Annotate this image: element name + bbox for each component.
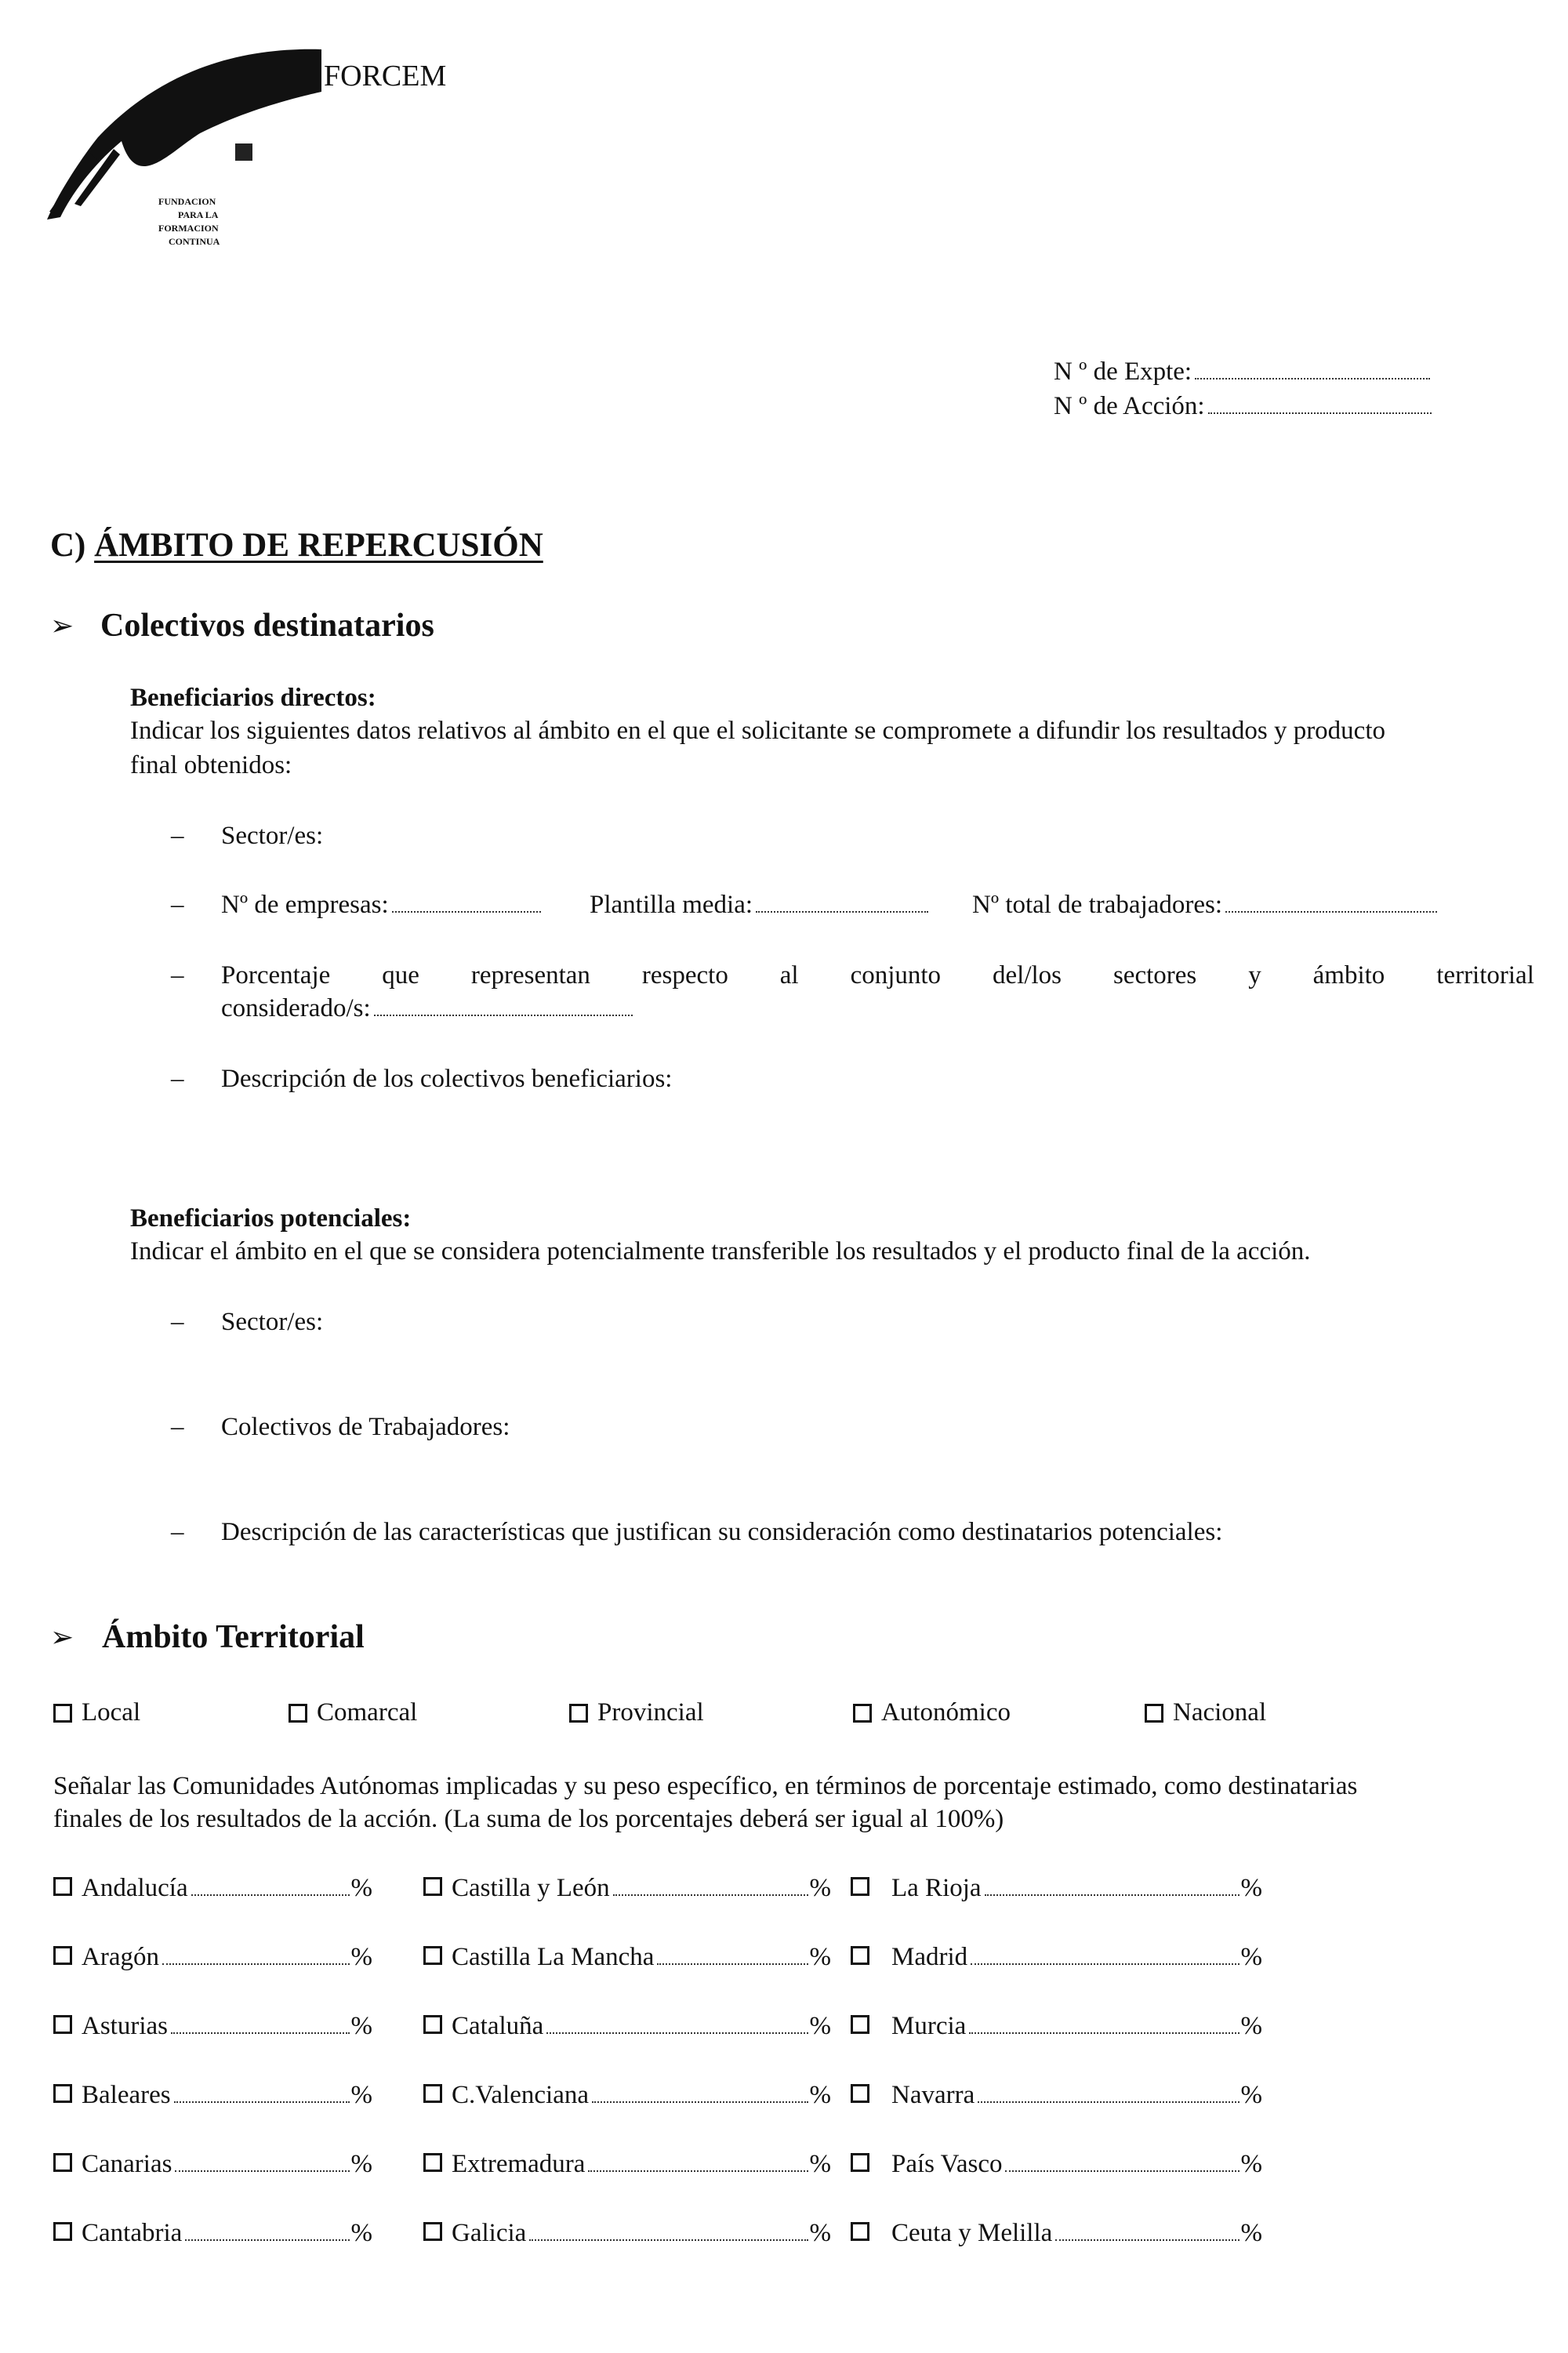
ccaa-row[interactable]: [423, 2009, 831, 2043]
percent-sign: %: [350, 2219, 372, 2247]
checkbox-icon[interactable]: [851, 2153, 869, 2172]
empresas-field[interactable]: [221, 888, 541, 922]
percent-sign: %: [350, 2012, 372, 2040]
option-local[interactable]: [53, 1695, 140, 1730]
percent-leader[interactable]: [175, 2164, 349, 2172]
directos-sector[interactable]: Sector/es:: [221, 822, 324, 850]
option-nacional[interactable]: [1145, 1695, 1266, 1730]
checkbox-icon[interactable]: [53, 2015, 72, 2034]
ccaa-row[interactable]: [851, 1940, 1262, 1974]
ccaa-row[interactable]: [53, 2216, 372, 2250]
porcentaje-word: respecto: [641, 961, 728, 989]
territorial-instr-1: Señalar las Comunidades Autónomas implicadas y su peso específico, en términos de porcentaje estimado, como destinatarias: [53, 1772, 1358, 1800]
option-provincial[interactable]: [569, 1695, 704, 1730]
percent-sign: %: [350, 1943, 372, 1971]
logo-square-icon: [235, 143, 252, 161]
plantilla-label: Plantilla media:: [590, 891, 753, 919]
dash-bullet: –: [171, 1518, 184, 1546]
ccaa-row[interactable]: [851, 2147, 1262, 2181]
porcentaje-word: Porcentaje: [221, 961, 331, 989]
trabajadores-label: Nº total de trabajadores:: [972, 891, 1223, 919]
percent-sign: %: [1240, 2219, 1262, 2247]
checkbox-icon[interactable]: [423, 1946, 442, 1965]
accion-label: N º de Acción:: [1054, 392, 1205, 420]
percent-leader[interactable]: [1055, 2233, 1239, 2241]
checkbox-icon[interactable]: [1145, 1704, 1163, 1723]
ccaa-row[interactable]: [851, 2009, 1262, 2043]
option-label: Nacional: [1173, 1698, 1267, 1727]
percent-sign: %: [1240, 2012, 1262, 2040]
potenciales-descripcion[interactable]: Descripción de las características que justifican su consideración como destinatarios potenciales:: [221, 1518, 1223, 1546]
porcentaje-word: y: [1248, 961, 1261, 989]
potenciales-intro: Indicar el ámbito en el que se considera potencialmente transferible los resultados y el producto final de la acción.: [130, 1237, 1311, 1265]
considerado-field[interactable]: [221, 991, 633, 1026]
ccaa-row[interactable]: [423, 1871, 831, 1905]
option-label: Comarcal: [317, 1698, 418, 1727]
accion-field[interactable]: [1054, 389, 1432, 423]
considerado-label: considerado/s:: [221, 994, 371, 1022]
checkbox-icon[interactable]: [53, 2153, 72, 2172]
dash-bullet: –: [171, 891, 184, 919]
ccaa-label: Madrid: [891, 1943, 968, 1971]
ccaa-label: Canarias: [82, 2150, 172, 2178]
percent-leader[interactable]: [171, 2026, 350, 2034]
option-label: Provincial: [597, 1698, 704, 1727]
ccaa-label: Murcia: [891, 2012, 967, 2040]
porcentaje-word: conjunto: [850, 961, 942, 989]
ccaa-label: Navarra: [891, 2081, 975, 2109]
percent-leader[interactable]: [185, 2233, 349, 2241]
percent-sign: %: [809, 2081, 831, 2109]
percent-sign: %: [1240, 1943, 1262, 1971]
percent-leader[interactable]: [613, 1888, 808, 1896]
percent-sign: %: [809, 2012, 831, 2040]
empresas-label: Nº de empresas:: [221, 891, 389, 919]
checkbox-icon[interactable]: [423, 1877, 442, 1896]
checkbox-icon[interactable]: [851, 1946, 869, 1965]
checkbox-icon[interactable]: [423, 2015, 442, 2034]
percent-leader[interactable]: [1005, 2164, 1239, 2172]
checkbox-icon[interactable]: [423, 2222, 442, 2241]
ccaa-label: Castilla y León: [452, 1874, 610, 1902]
checkbox-icon[interactable]: [853, 1704, 872, 1723]
ccaa-label: Castilla La Mancha: [452, 1943, 655, 1971]
ccaa-label: Andalucía: [82, 1874, 188, 1902]
checkbox-icon[interactable]: [423, 2084, 442, 2103]
dash-bullet: –: [171, 1308, 184, 1336]
percent-leader[interactable]: [657, 1957, 808, 1965]
ccaa-row[interactable]: [423, 1940, 831, 1974]
ccaa-row[interactable]: [53, 2147, 372, 2181]
ccaa-label: La Rioja: [891, 1874, 982, 1902]
potenciales-sector[interactable]: Sector/es:: [221, 1308, 324, 1336]
checkbox-icon[interactable]: [851, 2222, 869, 2241]
logo-subtitle-3: FORMACION: [158, 223, 219, 234]
logo-subtitle-2: PARA LA: [178, 209, 219, 220]
directos-title: Beneficiarios directos:: [130, 684, 376, 712]
checkbox-icon[interactable]: [53, 2084, 72, 2103]
dash-bullet: –: [171, 1413, 184, 1441]
arrow-bullet-icon: ➢: [50, 610, 74, 641]
porcentaje-word: territorial: [1436, 961, 1534, 989]
percent-leader[interactable]: [174, 2095, 350, 2103]
section-title-text: ÁMBITO DE REPERCUSIÓN: [94, 527, 543, 564]
potenciales-title: Beneficiarios potenciales:: [130, 1204, 412, 1233]
porcentaje-word: del/los: [993, 961, 1062, 989]
section-title: [50, 524, 543, 568]
directos-intro-2: final obtenidos:: [130, 751, 292, 779]
ccaa-row[interactable]: [423, 2078, 831, 2112]
ccaa-label: Extremadura: [452, 2150, 586, 2178]
ccaa-label: País Vasco: [891, 2150, 1003, 2178]
percent-sign: %: [1240, 1874, 1262, 1902]
ccaa-row[interactable]: [423, 2147, 831, 2181]
checkbox-icon[interactable]: [851, 2084, 869, 2103]
ccaa-row[interactable]: [53, 1940, 372, 1974]
ccaa-row[interactable]: [851, 1871, 1262, 1905]
section-prefix: C): [50, 527, 86, 564]
percent-sign: %: [809, 1874, 831, 1902]
ccaa-label: C.Valenciana: [452, 2081, 590, 2109]
checkbox-icon[interactable]: [53, 1946, 72, 1965]
porcentaje-word: al: [779, 961, 799, 989]
ccaa-label: Asturias: [82, 2012, 168, 2040]
checkbox-icon[interactable]: [569, 1704, 588, 1723]
dash-bullet: –: [171, 1065, 184, 1093]
expediente-label: N º de Expte:: [1054, 358, 1192, 386]
percent-sign: %: [1240, 2081, 1262, 2109]
percent-leader[interactable]: [191, 1888, 350, 1896]
checkbox-icon[interactable]: [851, 1877, 869, 1896]
percent-sign: %: [809, 2150, 831, 2178]
percent-sign: %: [350, 1874, 372, 1902]
ccaa-row[interactable]: [53, 2009, 372, 2043]
logo-name: FORCEM: [324, 60, 447, 93]
dash-bullet: –: [171, 822, 184, 850]
potenciales-colectivos[interactable]: Colectivos de Trabajadores:: [221, 1413, 510, 1441]
dash-bullet: –: [171, 961, 184, 989]
percent-leader[interactable]: [592, 2095, 808, 2103]
logo-subtitle-1: FUNDACION: [158, 196, 216, 207]
checkbox-icon[interactable]: [289, 1704, 307, 1723]
percent-leader[interactable]: [985, 1888, 1240, 1896]
percent-sign: %: [809, 1943, 831, 1971]
option-comarcal[interactable]: [289, 1695, 417, 1730]
percent-leader[interactable]: [546, 2026, 808, 2034]
plantilla-field[interactable]: [590, 888, 928, 922]
porcentaje-word: ámbito: [1312, 961, 1385, 989]
ccaa-label: Galicia: [452, 2219, 527, 2247]
checkbox-icon[interactable]: [53, 2222, 72, 2241]
trabajadores-field[interactable]: [972, 888, 1437, 922]
directos-intro-1: Indicar los siguientes datos relativos al ámbito en el que el solicitante se compromete a difundir los resultados y producto: [130, 717, 1385, 745]
percent-sign: %: [1240, 2150, 1262, 2178]
percent-leader[interactable]: [588, 2164, 808, 2172]
percent-sign: %: [350, 2081, 372, 2109]
ccaa-label: Cantabria: [82, 2219, 183, 2247]
ccaa-label: Ceuta y Melilla: [891, 2219, 1053, 2247]
option-autonomico[interactable]: [853, 1695, 1011, 1730]
ccaa-row[interactable]: [851, 2216, 1262, 2250]
ccaa-row[interactable]: [53, 1871, 372, 1905]
percent-sign: %: [350, 2150, 372, 2178]
option-label: Local: [82, 1698, 141, 1727]
percent-leader[interactable]: [162, 1957, 350, 1965]
option-label: Autonómico: [881, 1698, 1011, 1727]
directos-descripcion[interactable]: Descripción de los colectivos beneficiarios:: [221, 1065, 673, 1093]
porcentaje-word: representan: [470, 961, 590, 989]
percent-leader[interactable]: [978, 2095, 1239, 2103]
forcem-logo: [43, 43, 447, 294]
checkbox-icon[interactable]: [53, 1704, 72, 1723]
checkbox-icon[interactable]: [423, 2153, 442, 2172]
colectivos-heading: Colectivos destinatarios: [100, 608, 434, 644]
logo-subtitle-4: CONTINUA: [169, 236, 220, 247]
ccaa-row[interactable]: [53, 2078, 372, 2112]
ccaa-label: Cataluña: [452, 2012, 544, 2040]
ccaa-label: Aragón: [82, 1943, 159, 1971]
percent-leader[interactable]: [971, 1957, 1239, 1965]
porcentaje-line-1: [221, 958, 1534, 993]
porcentaje-word: que: [382, 961, 419, 989]
percent-leader[interactable]: [969, 2026, 1239, 2034]
territorial-heading: Ámbito Territorial: [102, 1619, 365, 1655]
expediente-field[interactable]: [1054, 354, 1430, 389]
ccaa-row[interactable]: [423, 2216, 831, 2250]
ccaa-label: Baleares: [82, 2081, 171, 2109]
territorial-instr-2: finales de los resultados de la acción. (La suma de los porcentajes deberá ser igual al 100%): [53, 1805, 1004, 1833]
ccaa-row[interactable]: [851, 2078, 1262, 2112]
porcentaje-word: sectores: [1112, 961, 1197, 989]
arrow-bullet-icon: ➢: [50, 1621, 74, 1653]
checkbox-icon[interactable]: [53, 1877, 72, 1896]
percent-sign: %: [809, 2219, 831, 2247]
percent-leader[interactable]: [529, 2233, 808, 2241]
checkbox-icon[interactable]: [851, 2015, 869, 2034]
